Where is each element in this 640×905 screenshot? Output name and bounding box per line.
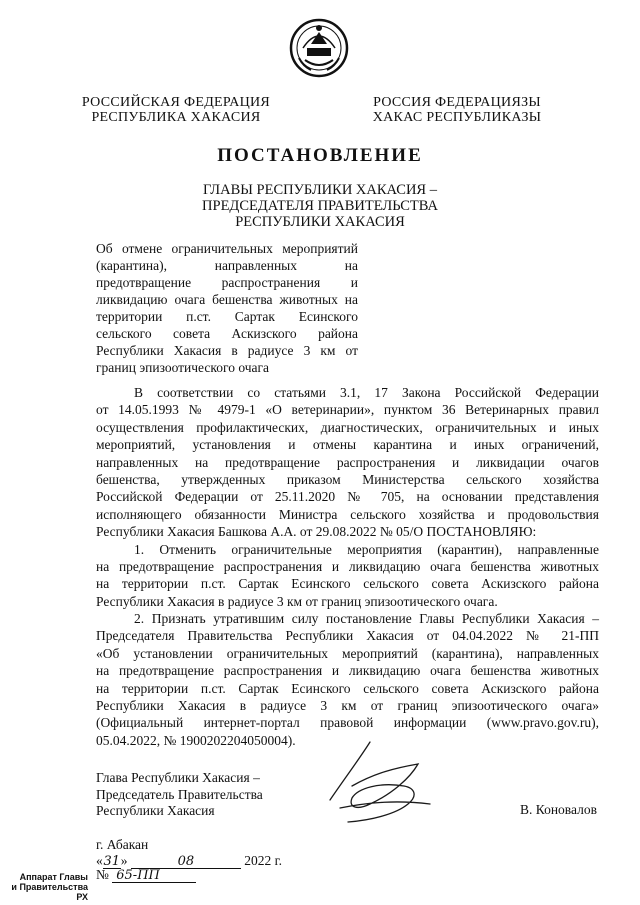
item1-line: 1. Отменить ограничительные мероприятия (карантин), направленные <box>134 541 599 557</box>
document-body <box>96 384 599 749</box>
signer-title-line2: Председатель Правительства <box>96 786 263 802</box>
signer-title-line3: Республики Хакасия <box>96 803 215 818</box>
registration-stamp <box>8 872 88 902</box>
preamble-line: осуществления профилактических, диагностических, ограничительных и иных <box>96 419 599 435</box>
preamble-line: Российской Федерации от 25.11.2020 № 705, на основании представления <box>96 489 599 505</box>
item2-line: Председателя Правительства Республики Хакасия от 04.04.2022 № 21-ПП <box>96 628 599 644</box>
subtitle-line1: ГЛАВЫ РЕСПУБЛИКИ ХАКАСИЯ – <box>203 182 437 198</box>
signer-title-line1: Глава Республики Хакасия – <box>96 770 260 785</box>
item1-line: на предотвращение распространения и ликвидацию очага бешенства животных <box>96 558 599 574</box>
date-day: 31 <box>103 854 121 869</box>
preamble-line: направленных на предотвращение распространения и ликвидации очагов <box>96 454 599 470</box>
signer-name: В. Коновалов <box>520 802 597 817</box>
header-right-line2: ХАКАС РЕСПУБЛИКАЗЫ <box>372 110 542 125</box>
preamble-line: В соответствии со статьями 3.1, 17 Закона Российской Федерации <box>134 385 599 400</box>
item2-line: на территории п.ст. Сартак Есинского сельского совета Аскизского района <box>96 680 599 696</box>
subtitle-line2: ПРЕДСЕДАТЕЛЯ ПРАВИТЕЛЬСТВА <box>202 198 438 214</box>
subject-line: предотвращение распространения и <box>96 275 358 290</box>
subject-line: Об отмене ограничительных мероприятий <box>96 241 358 256</box>
date-year: 2022 г. <box>244 853 283 868</box>
subject-line: сельского совета Аскизского района <box>96 326 358 341</box>
subject-line: территории п.ст. Сартак Есинского <box>96 309 358 324</box>
document-number <box>96 867 196 883</box>
date-close-quote: » <box>120 853 128 868</box>
subject-line: Республики Хакасия в радиусе 3 км от <box>96 343 358 358</box>
item2-line: Республики Хакасия в радиусе 3 км от границ эпизоотического очага» <box>96 698 599 714</box>
header-left <box>80 95 272 125</box>
stamp-line1: Аппарат Главы <box>19 872 88 882</box>
item2-line: 2. Признать утратившим силу постановление Главы Республики Хакасия – <box>134 611 599 627</box>
date-month: 08 <box>131 854 241 869</box>
header-right <box>372 95 542 125</box>
preamble-line: Республики Хакасия Башкова А.А. от 29.08.2022 № 05/О ПОСТАНОВЛЯЮ: <box>96 524 537 540</box>
item2-line: «Об установлении ограничительных мероприятий (карантина), направленных <box>96 645 599 661</box>
subject-line: (карантина), направленных на <box>96 258 358 273</box>
date-open-quote: « <box>96 853 103 868</box>
header-left-line2: РЕСПУБЛИКА ХАКАСИЯ <box>91 110 261 125</box>
document-subtitle <box>150 182 490 230</box>
subject-line: ликвидацию очага бешенства животных на <box>96 292 358 307</box>
stamp-line2: и Правительства РХ <box>11 882 88 902</box>
handwritten-signature <box>300 738 440 828</box>
item1-line: Республики Хакасия в радиусе 3 км от границ эпизоотического очага. <box>96 593 498 609</box>
item2-line: 05.04.2022, № 1900202204050004). <box>96 732 296 748</box>
header-left-line1: РОССИЙСКАЯ ФЕДЕРАЦИЯ <box>81 95 271 110</box>
number-value: 65-ПП <box>112 868 196 883</box>
signature-block <box>96 770 263 820</box>
preamble-line: бешенства, утвержденных приказом Министерства сельского хозяйства <box>96 471 599 487</box>
subtitle-line3: РЕСПУБЛИКИ ХАКАСИЯ <box>235 214 405 230</box>
item1-line: на территории п.ст. Сартак Есинского сельского совета Аскизского района <box>96 576 599 592</box>
document-subject <box>96 240 358 376</box>
item2-line: на предотвращение распространения и ликвидацию очага бешенства животных <box>96 663 599 679</box>
issue-place: г. Абакан <box>96 837 149 852</box>
item2-line: (Официальный интернет-портал правовой информации (www.pravo.gov.ru), <box>96 715 599 731</box>
header-right-line1: РОССИЯ ФЕДЕРАЦИЯЗЫ <box>373 95 541 110</box>
coat-of-arms-emblem <box>289 18 349 78</box>
document-title: ПОСТАНОВЛЕНИЕ <box>217 145 423 166</box>
preamble-line: исполняющего обязанности Министра сельского хозяйства и продовольствия <box>96 506 599 522</box>
preamble-line: от 14.05.1993 № 4979-1 «О ветеринарии», пунктом 36 Ветеринарных правил <box>96 402 599 418</box>
preamble-line: мероприятий, установления и отмены карантина и иных ограничений, <box>96 437 599 453</box>
subject-line: границ эпизоотического очага <box>96 360 270 375</box>
number-prefix: № <box>96 867 109 882</box>
